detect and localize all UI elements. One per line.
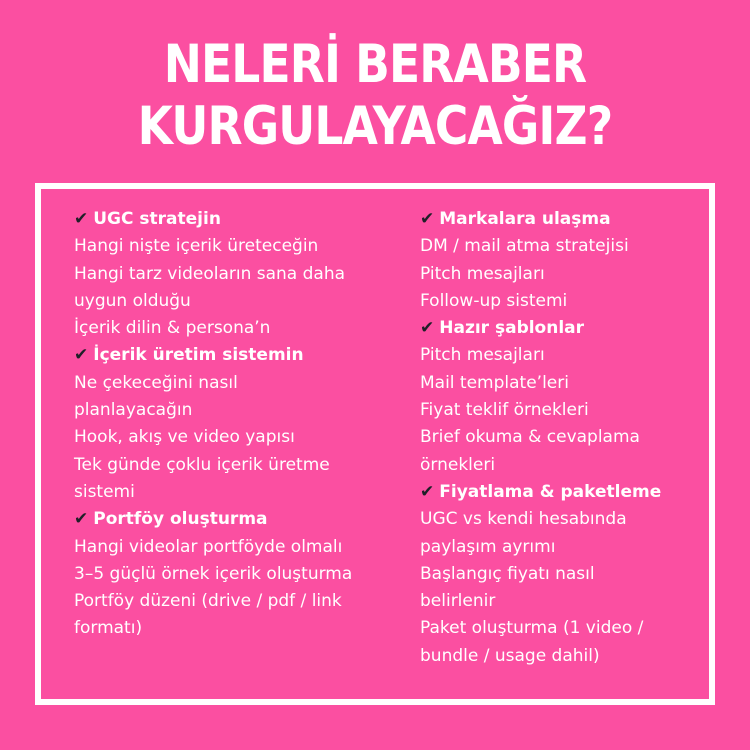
list-item-text: Portföy düzeni (drive / pdf / link: [74, 591, 342, 612]
list-item-text: Pitch mesajları: [420, 263, 545, 284]
right-column: [420, 206, 715, 670]
list-item: [74, 370, 409, 397]
list-item-text: örnekleri: [420, 454, 496, 475]
section-heading: [420, 315, 715, 342]
list-item-text: Brief okuma & cevaplama: [420, 427, 640, 448]
list-item-text: Paket oluşturma (1 video /: [420, 618, 644, 639]
list-item-text: Başlangıç fiyatı nasıl: [420, 563, 595, 584]
list-item: [420, 370, 715, 397]
section-heading-text: UGC stratejin: [93, 209, 221, 229]
list-item: [74, 588, 409, 615]
list-item: [420, 288, 715, 315]
list-item: [74, 288, 409, 315]
list-item-text: UGC vs kendi hesabında: [420, 509, 627, 530]
list-item: [74, 424, 409, 451]
list-item: [74, 615, 409, 642]
list-item-text: bundle / usage dahil): [420, 645, 600, 666]
section-heading-text: Portföy oluşturma: [93, 509, 268, 530]
section-heading: [74, 206, 409, 233]
section-heading: [74, 506, 409, 533]
list-item-text: Hook, akış ve video yapısı: [74, 427, 295, 448]
list-item-text: Fiyat teklif örnekleri: [420, 400, 589, 421]
list-item-text: Tek günde çoklu içerik üretme: [74, 454, 330, 475]
list-item: [420, 233, 715, 260]
section-heading-text: Fiyatlama & paketleme: [439, 481, 662, 502]
list-item: [420, 397, 715, 424]
checkmark-icon: ✔: [74, 209, 89, 229]
checkmark-icon: ✔: [420, 318, 435, 339]
list-item: [74, 397, 409, 424]
list-item-text: Ne çekeceğini nasıl: [74, 372, 238, 393]
list-item: [420, 534, 715, 561]
list-item-text: sistemi: [74, 481, 135, 502]
list-item: [74, 261, 409, 288]
list-item-text: Follow-up sistemi: [420, 290, 568, 311]
list-item-text: uygun olduğu: [74, 290, 191, 311]
list-item-text: Hangi tarz videoların sana daha: [74, 263, 346, 284]
section-heading: [74, 342, 409, 369]
list-item: [420, 342, 715, 369]
list-item: [420, 261, 715, 288]
list-item-text: formatı): [74, 618, 143, 639]
list-item: [420, 424, 715, 451]
list-item: [74, 561, 409, 588]
list-item-text: belirlenir: [420, 591, 496, 612]
section-heading-text: Hazır şablonlar: [439, 318, 585, 339]
list-item: [420, 643, 715, 670]
section-heading: [420, 206, 715, 233]
list-item: [74, 452, 409, 479]
checkmark-icon: ✔: [74, 345, 89, 366]
section-heading-text: İçerik üretim sistemin: [93, 345, 304, 366]
list-item-text: Hangi nişte içerik üreteceğin: [74, 236, 319, 257]
list-item: [420, 506, 715, 533]
list-item: [74, 233, 409, 260]
list-item-text: planlayacağın: [74, 400, 193, 421]
headline-line-1: NELERİ BERABER: [163, 34, 587, 95]
checkmark-icon: ✔: [420, 209, 435, 229]
list-item: [74, 534, 409, 561]
list-item-text: Hangi videolar portföyde olmalı: [74, 536, 343, 557]
list-item-text: DM / mail atma stratejisi: [420, 236, 629, 257]
list-item-text: paylaşım ayrımı: [420, 536, 556, 557]
list-item: [420, 561, 715, 588]
headline: [0, 34, 750, 158]
list-item-text: 3–5 güçlü örnek içerik oluşturma: [74, 563, 353, 584]
section-heading: [420, 479, 715, 506]
list-item-text: Pitch mesajları: [420, 345, 545, 366]
section-heading-text: Markalara ulaşma: [439, 209, 611, 229]
list-item-text: Mail template’leri: [420, 372, 569, 393]
checkmark-icon: ✔: [420, 481, 435, 502]
left-column: [74, 206, 409, 643]
list-item: [74, 315, 409, 342]
checkmark-icon: ✔: [74, 509, 89, 530]
list-item: [420, 452, 715, 479]
list-item: [74, 479, 409, 506]
list-item: [420, 588, 715, 615]
headline-line-2: KURGULAYACAĞIZ?: [137, 96, 613, 157]
list-item: [420, 615, 715, 642]
list-item-text: İçerik dilin & persona’n: [74, 318, 271, 339]
